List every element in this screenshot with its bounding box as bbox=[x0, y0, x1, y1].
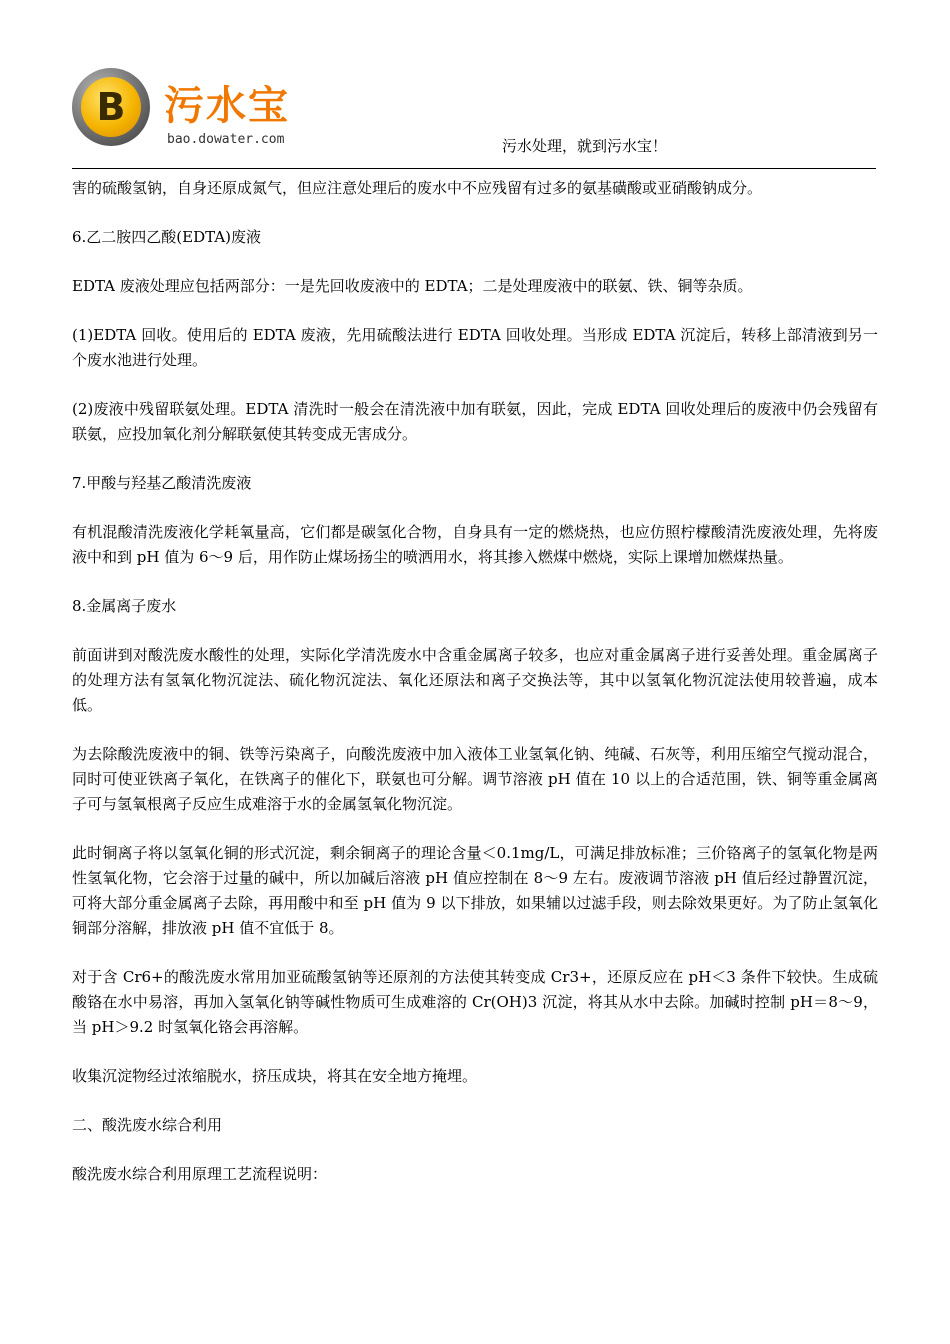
logo-name: 污水宝 bbox=[164, 83, 290, 129]
section-heading: 7.甲酸与羟基乙酸清洗废液 bbox=[72, 474, 252, 492]
body-paragraph: (2)废液中残留联氨处理。EDTA 清洗时一般会在清洗液中加有联氨，因此，完成 EDTA 回收处理后的废液中仍会残留有联氨，应投加氧化剂分解联氨使其转变成无害成分。 bbox=[72, 400, 878, 443]
body-paragraph: 酸洗废水综合利用原理工艺流程说明： bbox=[72, 1165, 328, 1183]
body-paragraph: 有机混酸清洗废液化学耗氧量高，它们都是碳氢化合物，自身具有一定的燃烧热，也应仿照柠檬酸清洗废液处理，先将废液中和到 pH 值为 6～9 后，用作防止煤场扬尘的喷洒用水，将其掺入燃煤中燃烧，实际上课增加燃煤热量。 bbox=[72, 523, 878, 566]
document-body bbox=[72, 176, 878, 1211]
section-heading: 6.乙二胺四乙酸(EDTA)废液 bbox=[72, 228, 262, 246]
logo-badge-inner bbox=[81, 77, 141, 137]
header-divider bbox=[72, 168, 876, 169]
section-heading: 8.金属离子废水 bbox=[72, 597, 177, 615]
body-paragraph: 为去除酸洗废液中的铜、铁等污染离子，向酸洗废液中加入液体工业氢氧化钠、纯碱、石灰等，利用压缩空气搅动混合，同时可使亚铁离子氧化，在铁离子的催化下，联氨也可分解。调节溶液 pH 值在 10 以上的合适范围，铁、铜等重金属离子可与氢氧根离子反应生成难溶于水的金属氢氧化物沉淀。 bbox=[72, 745, 878, 813]
logo-letter: B bbox=[96, 85, 126, 129]
body-paragraph: 此时铜离子将以氢氧化铜的形式沉淀，剩余铜离子的理论含量＜0.1mg/L，可满足排放标准；三价铬离子的氢氧化物是两性氢氧化物，它会溶于过量的碱中，所以加碱后溶液 pH 值应控制在 8～9 左右。废液调节溶液 pH 值后经过静置沉淀，可将大部分重金属离子去除，再用酸中和至 pH 值为 9 以下排放，如果辅以过滤手段，则去除效果更好。为了防止氢氧化铜部分溶解，排放液 pH 值不宜低于 8。 bbox=[72, 844, 878, 937]
page-header bbox=[72, 62, 876, 170]
body-paragraph: (1)EDTA 回收。使用后的 EDTA 废液，先用硫酸法进行 EDTA 回收处理。当形成 EDTA 沉淀后，转移上部清液到另一个废水池进行处理。 bbox=[72, 326, 878, 369]
header-slogan: 污水处理，就到污水宝！ bbox=[502, 137, 668, 155]
logo-badge-icon bbox=[72, 68, 150, 146]
body-paragraph: EDTA 废液处理应包括两部分：一是先回收废液中的 EDTA；二是处理废液中的联氨、铁、铜等杂质。 bbox=[72, 277, 753, 295]
body-paragraph: 前面讲到对酸洗废水酸性的处理，实际化学清洗废水中含重金属离子较多，也应对重金属离子进行妥善处理。重金属离子的处理方法有氢氧化物沉淀法、硫化物沉淀法、氧化还原法和离子交换法等，其中以氢氧化物沉淀法使用较普遍，成本低。 bbox=[72, 646, 878, 714]
body-paragraph: 收集沉淀物经过浓缩脱水，挤压成块，将其在安全地方掩埋。 bbox=[72, 1067, 478, 1085]
body-paragraph: 对于含 Cr6+的酸洗废水常用加亚硫酸氢钠等还原剂的方法使其转变成 Cr3+，还原反应在 pH＜3 条件下较快。生成硫酸铬在水中易溶，再加入氢氧化钠等碱性物质可生成难溶的 Cr(OH)3 沉淀，将其从水中去除。加碱时控制 pH＝8～9，当 pH＞9.2 时氢氧化铬会再溶解。 bbox=[72, 968, 878, 1036]
section-heading: 二、酸洗废水综合利用 bbox=[72, 1116, 223, 1134]
logo-url: bao.dowater.com bbox=[167, 132, 285, 147]
body-paragraph: 害的硫酸氢钠，自身还原成氮气，但应注意处理后的废水中不应残留有过多的氨基磺酸或亚硝酸钠成分。 bbox=[72, 179, 763, 197]
